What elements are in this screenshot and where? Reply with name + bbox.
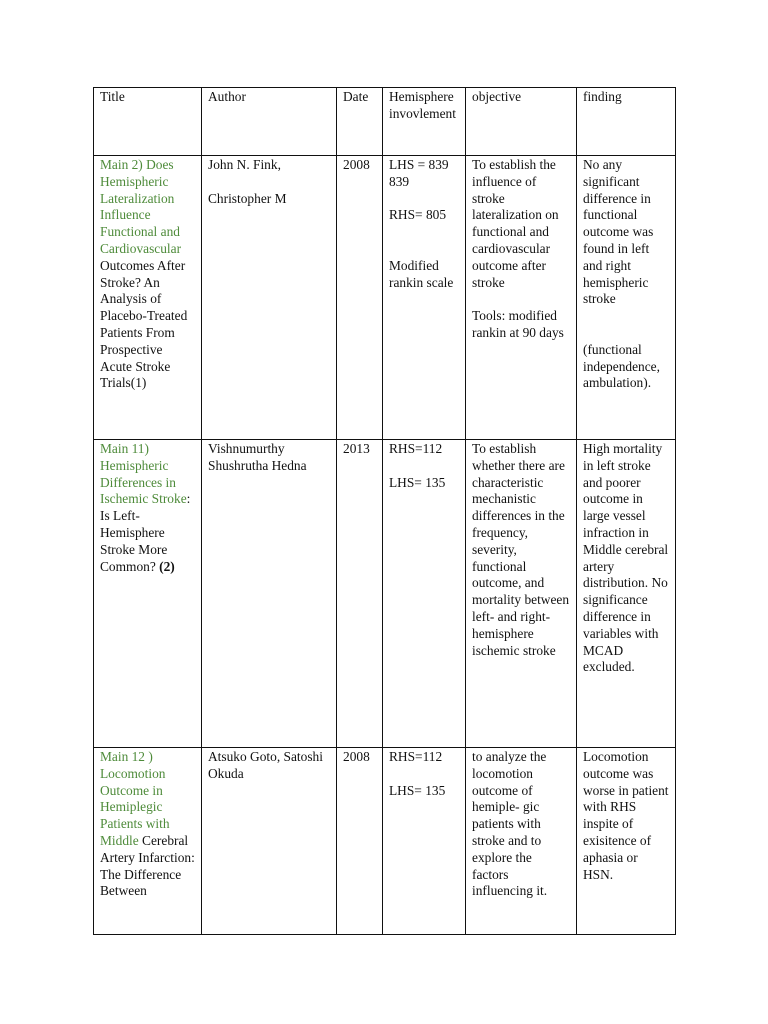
date-cell: 2013 [337,440,383,748]
hemisphere-value: LHS= 135 [389,782,446,798]
title-cell [94,440,202,748]
table-row [94,440,676,748]
objective-cell [466,156,577,440]
literature-review-table [93,87,676,935]
title-text: Cerebral Artery Infarction: The Difference Between [100,832,195,899]
author-cell [202,156,337,440]
title-highlight: Main 2) Does Hemispheric Lateralization Influence Functional and Cardiovascular [100,157,182,256]
finding-note: (functional independence, ambulation). [583,341,660,391]
title-highlight: Main 11) Hemispheric Differences in Ischemic Stroke [100,441,187,507]
hemisphere-value: 839 [389,173,410,189]
finding-text: No any significant difference in functional outcome was found in left and right hemispheric stroke [583,157,654,307]
table-header-row [94,88,676,156]
author-name: John N. Fink, [208,157,281,172]
author-name: Christopher M [208,190,287,206]
header-objective: objective [466,88,577,156]
header-title: Title [94,88,202,156]
date-cell: 2008 [337,156,383,440]
title-cell [94,748,202,935]
hemisphere-cell [383,748,466,935]
hemisphere-value: RHS= 805 [389,207,447,223]
date-cell: 2008 [337,748,383,935]
hemisphere-value: RHS=112 [389,441,443,456]
finding-cell: High mortality in left stroke and poorer outcome in large vessel infraction in Middle cerebral artery distribution. No significance difference in variables with MCAD excluded. [577,440,676,748]
title-cell [94,156,202,440]
title-text: : Is Left-Hemisphere Stroke More Common? [100,491,191,574]
finding-cell: Locomotion outcome was worse in patient with RHS inspite of exisitence of aphasia or HSN. [577,748,676,935]
hemisphere-tool: Modified rankin scale [389,257,454,290]
author-cell: Vishnumurthy Shushrutha Hedna [202,440,337,748]
header-hemisphere: Hemisphere invovlement [383,88,466,156]
hemisphere-value: LHS= 135 [389,474,446,490]
hemisphere-cell [383,156,466,440]
finding-cell [577,156,676,440]
title-text: Outcomes After Stroke? An Analysis of Placebo-Treated Patients From Prospective Acute Stroke Trials(1) [100,257,188,391]
table-row [94,156,676,440]
title-reference: (2) [159,558,175,574]
author-cell: Atsuko Goto, Satoshi Okuda [202,748,337,935]
objective-cell: To establish whether there are characteristic mechanistic differences in the frequency, severity, functional outcome, and mortality between left- and right-hemisphere ischemic stroke [466,440,577,748]
table-row [94,748,676,935]
hemisphere-cell [383,440,466,748]
objective-cell: to analyze the locomotion outcome of hemiple- gic patients with stroke and to explore the factors influencing it. [466,748,577,935]
header-author: Author [202,88,337,156]
objective-tools: Tools: modified rankin at 90 days [472,308,564,340]
objective-text: To establish the influence of stroke lateralization on functional and cardiovascular outcome after stroke [472,157,559,290]
hemisphere-value: LHS = 839 [389,157,449,172]
hemisphere-value: RHS=112 [389,749,443,764]
header-finding: finding [577,88,676,156]
header-date: Date [337,88,383,156]
title-highlight: Main 12 ) Locomotion Outcome in Hemiplegic Patients with Middle [100,749,170,848]
